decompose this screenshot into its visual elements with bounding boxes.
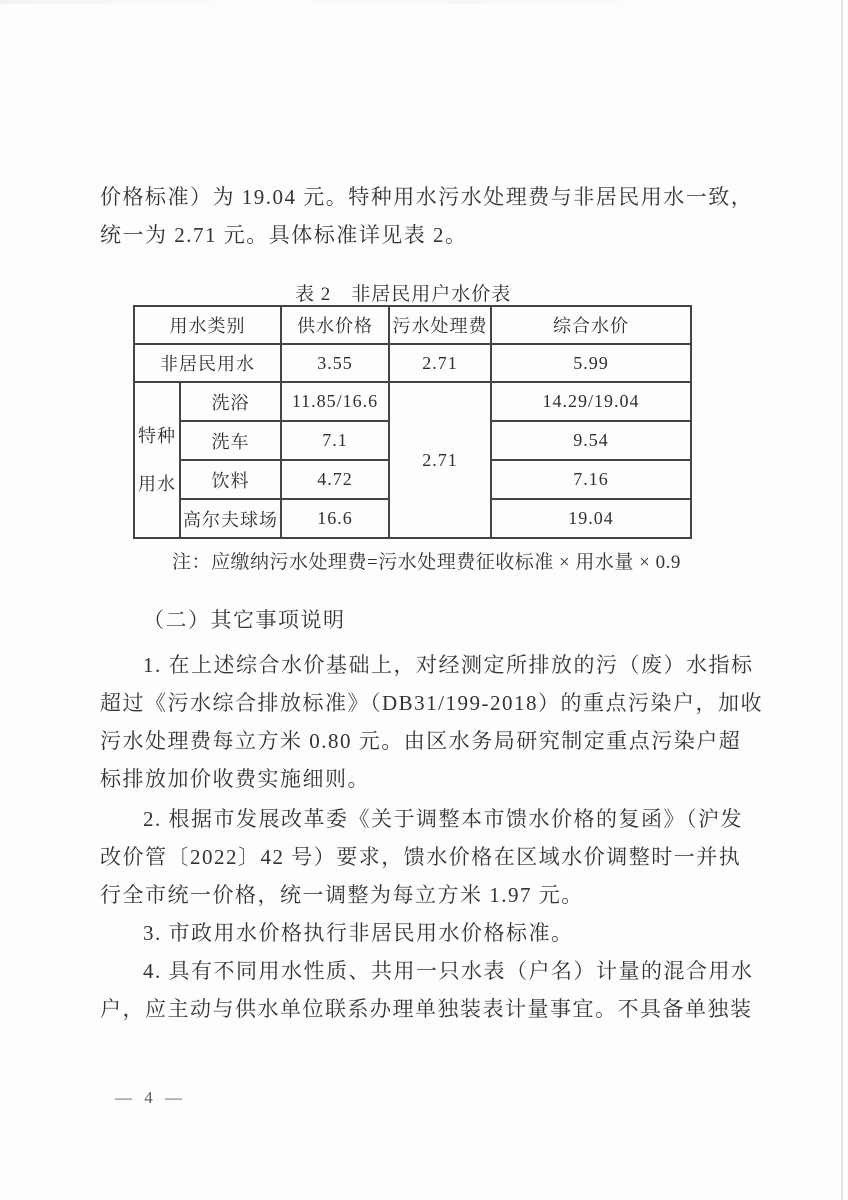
page-number: — 4 — xyxy=(115,1088,186,1107)
item4-line: 4. 具有不同用水性质、共用一只水表（户名）计量的混合用水 xyxy=(143,959,754,983)
cell-type: 洗车 xyxy=(180,421,281,460)
item2-line: 2. 根据市发展改革委《关于调整本市馈水价格的复函》（沪发 xyxy=(143,807,743,831)
table-note: 注：应缴纳污水处理费=污水处理费征收标准 × 用水量 × 0.9 xyxy=(172,552,681,573)
table-row-non-resident xyxy=(134,344,691,382)
cell-composite-price: 7.16 xyxy=(491,460,691,499)
item1-line: 污水处理费每立方米 0.80 元。由区水务局研究制定重点污染户超 xyxy=(100,729,742,753)
col-header-category: 用水类别 xyxy=(134,306,281,344)
col-header-sewage-fee: 污水处理费 xyxy=(389,306,491,344)
cell-special-group-label xyxy=(134,382,180,538)
item1-line: 1. 在上述综合水价基础上，对经测定所排放的污（废）水指标 xyxy=(143,653,754,677)
item1-line: 标排放加价收费实施细则。 xyxy=(100,767,370,791)
water-price-table xyxy=(133,305,692,539)
table-header-row xyxy=(134,306,691,344)
cell-type: 高尔夫球场 xyxy=(180,499,281,538)
cell-composite-price: 9.54 xyxy=(491,421,691,460)
cell-supply-price: 3.55 xyxy=(281,344,389,382)
cell-supply-price: 11.85/16.6 xyxy=(281,382,389,421)
item3-line: 3. 市政用水价格执行非居民用水价格标准。 xyxy=(143,921,574,945)
cell-composite-price: 14.29/19.04 xyxy=(491,382,691,421)
item4-line: 户，应主动与供水单位联系办理单独装表计量事宜。不具备单独装 xyxy=(100,997,753,1021)
section-heading: （二）其它事项说明 xyxy=(143,608,346,632)
item2-line: 行全市统一价格，统一调整为每立方米 1.97 元。 xyxy=(100,883,584,907)
scan-artifact-top xyxy=(0,0,848,4)
item1-line: 超过《污水综合排放标准》（DB31/199-2018）的重点污染户，加收 xyxy=(100,691,763,715)
cell-sewage-fee-merged: 2.71 xyxy=(389,382,491,538)
item2-line: 改价管〔2022〕42 号）要求，馈水价格在区域水价调整时一并执 xyxy=(100,845,742,869)
cell-category: 非居民用水 xyxy=(134,344,281,382)
cell-composite-price: 5.99 xyxy=(491,344,691,382)
col-header-composite-price: 综合水价 xyxy=(491,306,691,344)
cell-supply-price: 4.72 xyxy=(281,460,389,499)
cell-type: 洗浴 xyxy=(180,382,281,421)
cell-composite-price: 19.04 xyxy=(491,499,691,538)
intro-line: 价格标准）为 19.04 元。特种用水污水处理费与非居民用水一致， xyxy=(100,185,754,209)
cell-supply-price: 16.6 xyxy=(281,499,389,538)
cell-supply-price: 7.1 xyxy=(281,421,389,460)
special-label-line2: 用水 xyxy=(138,474,176,494)
intro-line: 统一为 2.71 元。具体标准详见表 2。 xyxy=(100,223,468,247)
col-header-supply-price: 供水价格 xyxy=(281,306,389,344)
table-row-special-bath xyxy=(134,382,691,421)
special-label-line1: 特种 xyxy=(138,426,176,446)
cell-sewage-fee: 2.71 xyxy=(389,344,491,382)
table-title: 表 2 非居民用户水价表 xyxy=(295,284,512,305)
cell-type: 饮料 xyxy=(180,460,281,499)
scan-artifact-right xyxy=(841,0,843,1200)
